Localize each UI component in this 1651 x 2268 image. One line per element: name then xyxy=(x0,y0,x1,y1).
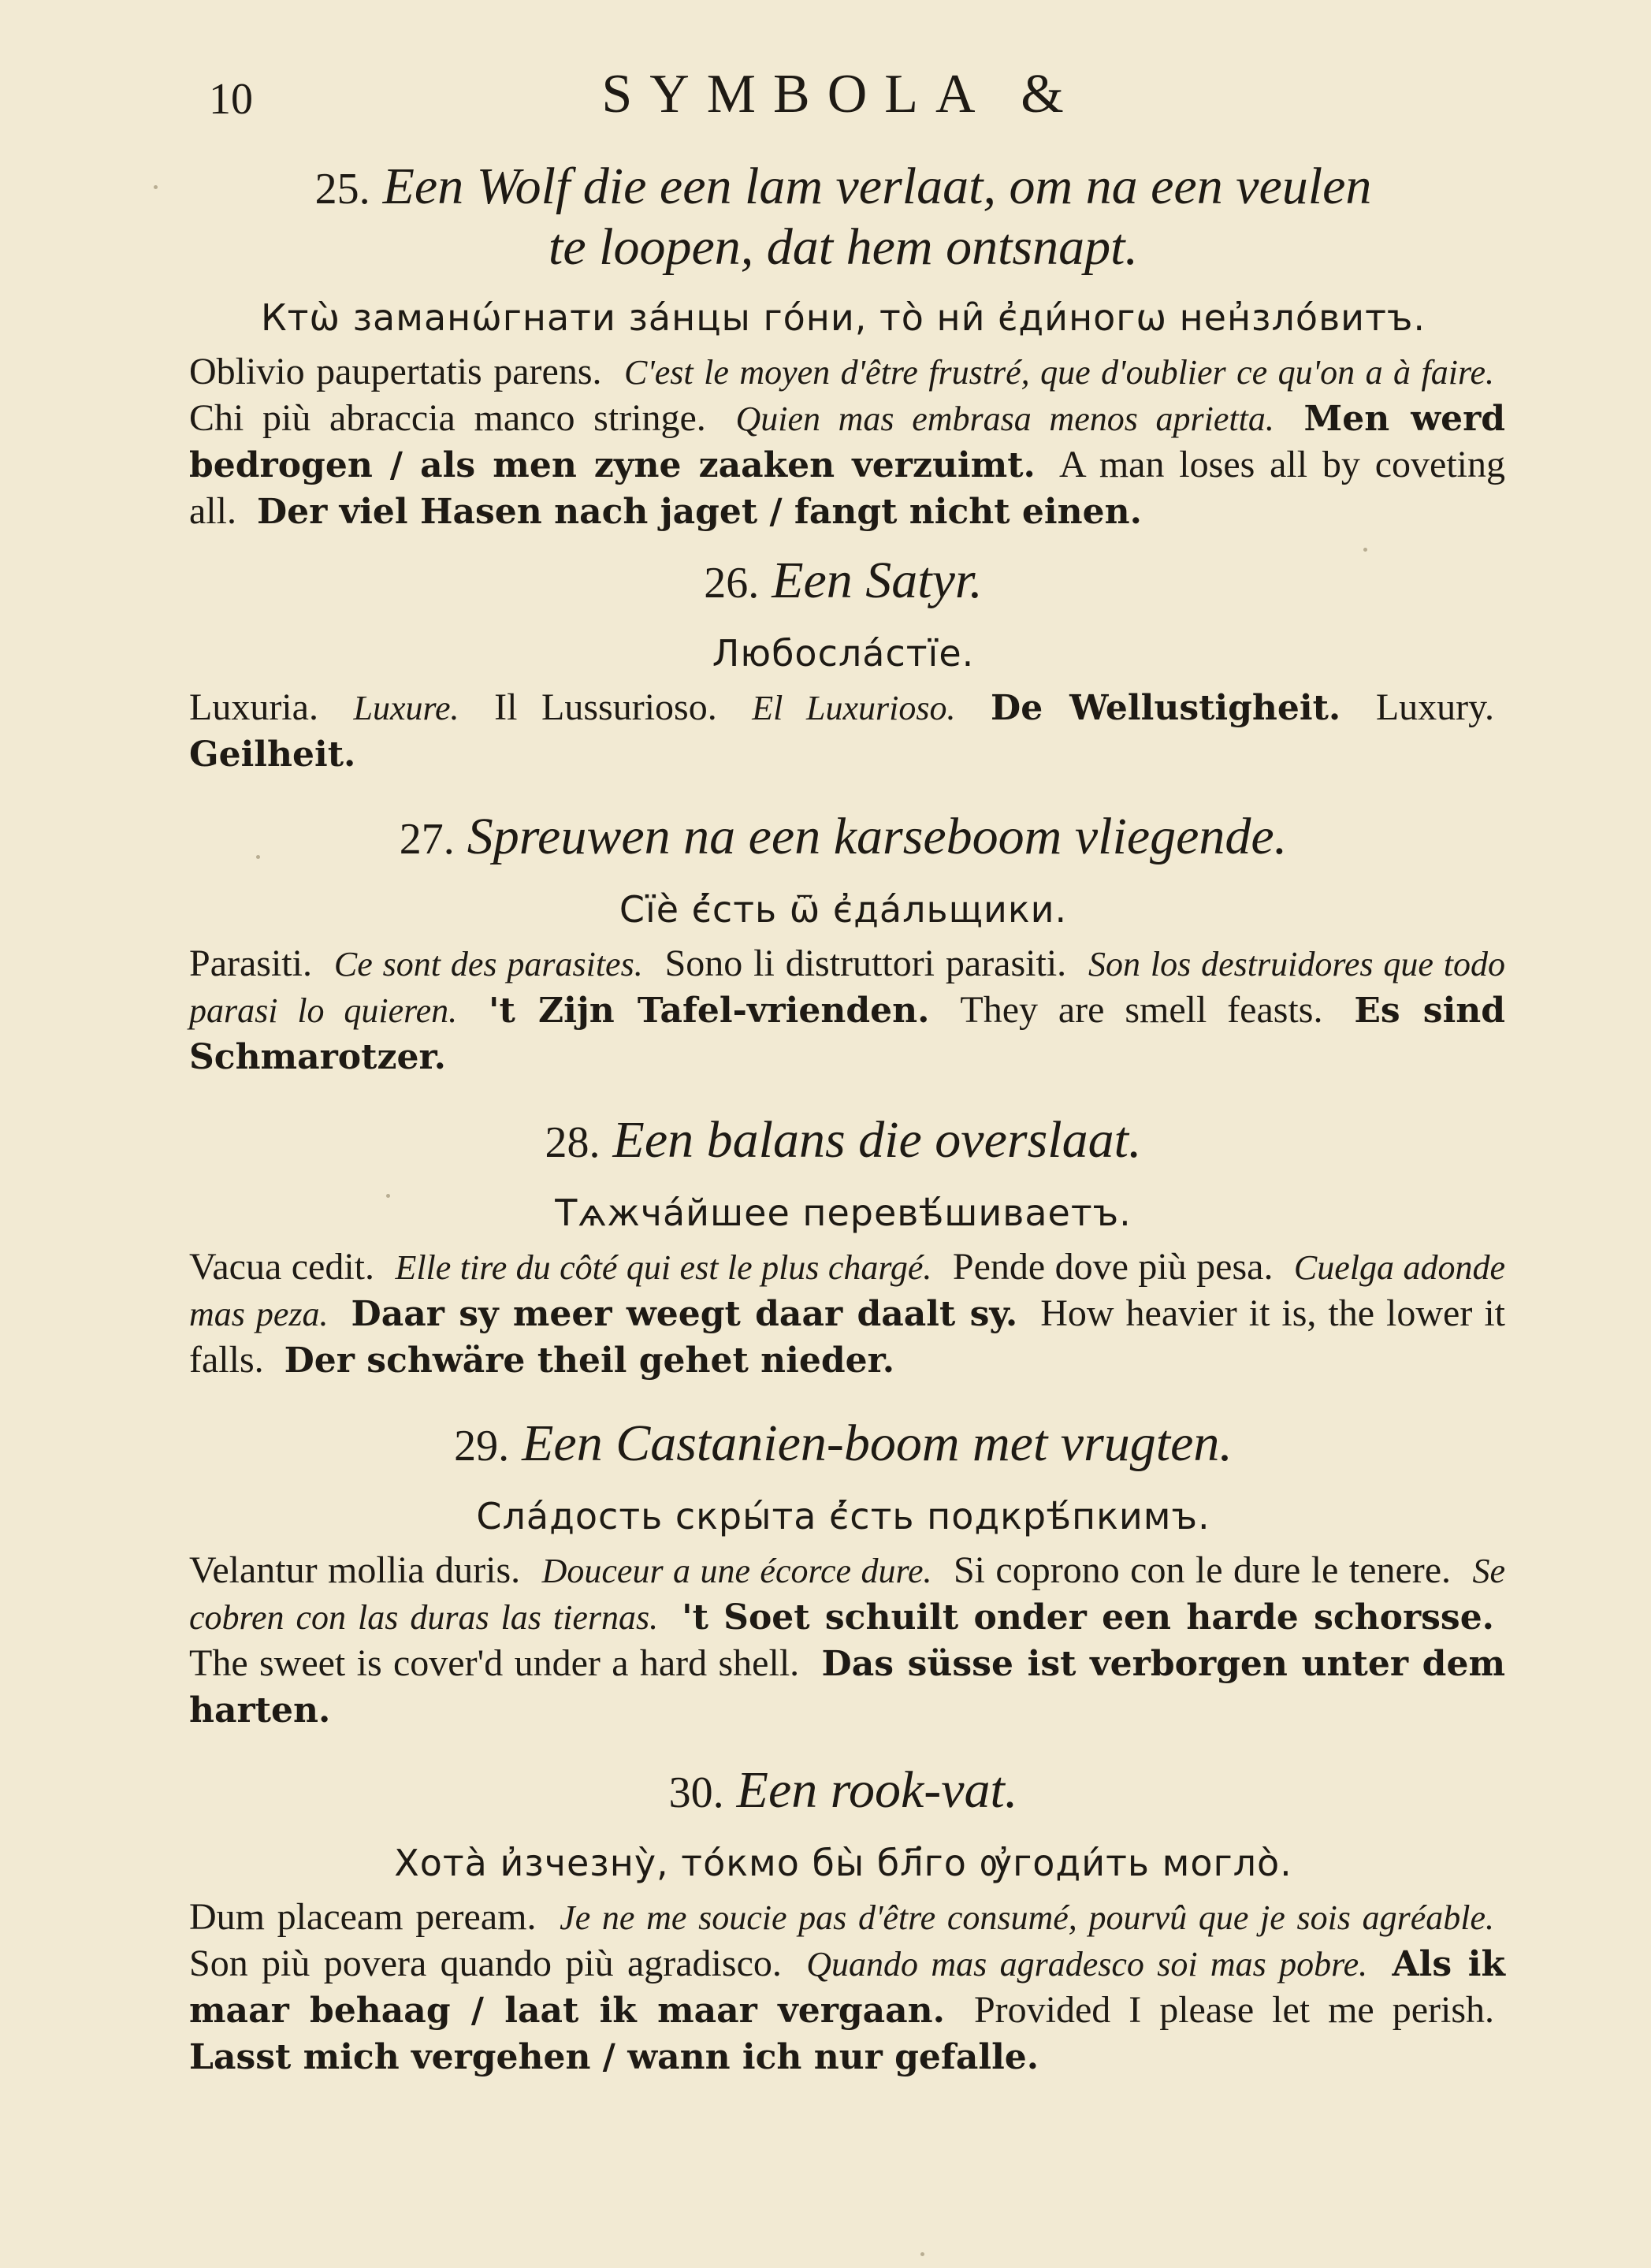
entry-title xyxy=(173,552,1513,612)
english-motto: A man loses all by coveting all. xyxy=(189,444,1505,532)
slavonic-motto: Любосла́стїе. xyxy=(712,632,975,675)
french-motto: Douceur a une écorce dure. xyxy=(541,1552,932,1590)
slavonic-motto: Сїѐ є҆́сть ѿ є҆да́льщики. xyxy=(619,888,1068,931)
german-motto: Geilheit. xyxy=(189,734,356,775)
spanish-motto: El Luxurioso. xyxy=(752,689,956,727)
entry-number: 25. xyxy=(314,165,370,214)
translations xyxy=(173,685,1513,778)
german-motto: Das süsse ist verborgen unter dem harten. xyxy=(189,1644,1506,1731)
italian-motto: Sono li distruttori parasiti. xyxy=(664,943,1067,984)
spanish-motto: Se cobren con las duras las tiernas. xyxy=(189,1552,1506,1637)
italian-motto: Pende dove più pesa. xyxy=(952,1246,1274,1288)
dutch-motto: Daar sy meer weegt daar daalt sy. xyxy=(351,1294,1018,1334)
translations xyxy=(173,1894,1513,2080)
emblem-entry-30 xyxy=(173,1761,1513,2080)
paper-speck xyxy=(154,185,158,189)
english-motto: Provided I please let me perish. xyxy=(973,1989,1495,2031)
latin-motto: Velantur mollia duris. xyxy=(189,1549,521,1591)
french-motto: Ce sont des parasites. xyxy=(333,945,643,983)
running-head xyxy=(0,63,1651,134)
spanish-motto: Son los destruidores que todo parasi lo quieren. xyxy=(189,945,1506,1030)
paper-speck xyxy=(920,2252,924,2256)
paper-speck xyxy=(1363,548,1367,552)
italian-motto: Chi più abraccia manco stringe. xyxy=(189,397,706,439)
entry-title-line-1: Een rook-vat. xyxy=(736,1761,1018,1819)
dutch-motto: Men werd bedrogen / als men zyne zaaken verzuimt. xyxy=(189,399,1506,485)
entry-number: 28. xyxy=(545,1118,601,1167)
german-motto: Es sind Schmarotzer. xyxy=(189,991,1506,1077)
latin-motto: Parasiti. xyxy=(189,943,312,984)
slavonic-motto: Ктѡ̀ заманѡ́гнати за́нцы го́ни, то̀ ни̑ є҆ди́ногѡ нен҆зло́витъ. xyxy=(261,296,1426,339)
english-motto: The sweet is cover'd under a hard shell. xyxy=(189,1642,800,1684)
slavonic-motto: Хота̀ и҆зчезну̀, то́кмо бы̀ бл҃го ѹ҆годи́ть могло̀. xyxy=(394,1842,1292,1884)
entry-number: 27. xyxy=(399,815,455,864)
spanish-motto: Quien mas embrasa menos aprietta. xyxy=(735,400,1274,438)
italian-motto: Il Lussurioso. xyxy=(494,686,717,728)
entry-number: 26. xyxy=(704,559,760,608)
french-motto: Elle tire du côté qui est le plus chargé. xyxy=(395,1248,932,1287)
entry-title-line-1: Een balans die overslaat. xyxy=(612,1111,1142,1169)
paper-speck xyxy=(386,1194,390,1198)
translations xyxy=(173,941,1513,1080)
emblem-entry-29 xyxy=(173,1415,1513,1734)
entry-title xyxy=(173,1761,1513,1822)
latin-motto: Luxuria. xyxy=(189,686,318,728)
entry-title-line-1: Spreuwen na een karseboom vliegende. xyxy=(467,808,1288,865)
french-motto: Je ne me soucie pas d'être consumé, pourvû que je sois agréable. xyxy=(560,1898,1495,1937)
slavonic-motto: Сла́дость скры́та є҆́сть подкрѣ́пкимъ. xyxy=(476,1495,1210,1537)
entry-title xyxy=(173,1415,1513,1475)
german-motto: Der schwäre theil gehet nieder. xyxy=(284,1340,895,1381)
translations xyxy=(173,1244,1513,1384)
spanish-motto: Cuelga adonde mas peza. xyxy=(189,1248,1506,1333)
english-motto: Luxury. xyxy=(1375,686,1494,728)
entry-title-line-1: Een Satyr. xyxy=(772,552,983,609)
latin-motto: Dum placeam peream. xyxy=(189,1896,537,1938)
italian-motto: Son più povera quando più agradisco. xyxy=(189,1943,782,1984)
english-motto: How heavier it is, the lower it falls. xyxy=(189,1292,1506,1381)
dutch-motto: 't Zijn Tafel-vrienden. xyxy=(489,991,930,1031)
emblem-entry-28 xyxy=(173,1111,1513,1384)
paper-speck xyxy=(256,855,260,859)
french-motto: Luxure. xyxy=(353,689,459,727)
dutch-motto: 't Soet schuilt onder een harde schorsse. xyxy=(682,1597,1495,1638)
french-motto: C'est le moyen d'être frustré, que d'oublier ce qu'on a à faire. xyxy=(623,353,1495,392)
entry-title xyxy=(173,1111,1513,1172)
dutch-motto: De Wellustigheit. xyxy=(991,688,1341,728)
translations xyxy=(173,1548,1513,1734)
slavonic-motto: Тѧжча́йшее перевѣ́шиваетъ. xyxy=(555,1192,1132,1234)
entry-title-line-1: Een Wolf die een lam verlaat, om na een veulen xyxy=(382,158,1372,215)
page-header: SYMBOLA & xyxy=(601,64,1081,125)
dutch-motto: Als ik maar behaag / laat ik maar vergaan. xyxy=(189,1944,1505,2031)
entry-title xyxy=(173,158,1513,277)
entry-number: 30. xyxy=(668,1768,724,1817)
german-motto: Der viel Hasen nach jaget / fangt nicht einen. xyxy=(256,492,1142,532)
translations xyxy=(173,349,1513,535)
emblem-entry-27 xyxy=(173,808,1513,1080)
latin-motto: Vacua cedit. xyxy=(189,1246,374,1288)
emblem-entry-26 xyxy=(173,552,1513,778)
emblem-entry-25 xyxy=(173,158,1513,535)
english-motto: They are smell feasts. xyxy=(960,989,1323,1031)
german-motto: Lasst mich vergehen / wann ich nur gefalle. xyxy=(189,2037,1039,2077)
entry-title-line-2: te loopen, dat hem ontsnapt. xyxy=(548,218,1138,276)
page-number: 10 xyxy=(209,75,253,124)
spanish-motto: Quando mas agradesco soi mas pobre. xyxy=(806,1945,1368,1984)
entry-number: 29. xyxy=(454,1422,510,1470)
entry-title xyxy=(173,808,1513,868)
latin-motto: Oblivio paupertatis parens. xyxy=(189,351,602,392)
italian-motto: Si coprono con le dure le tenere. xyxy=(953,1549,1452,1591)
entry-title-line-1: Een Castanien-boom met vrugten. xyxy=(522,1415,1233,1472)
